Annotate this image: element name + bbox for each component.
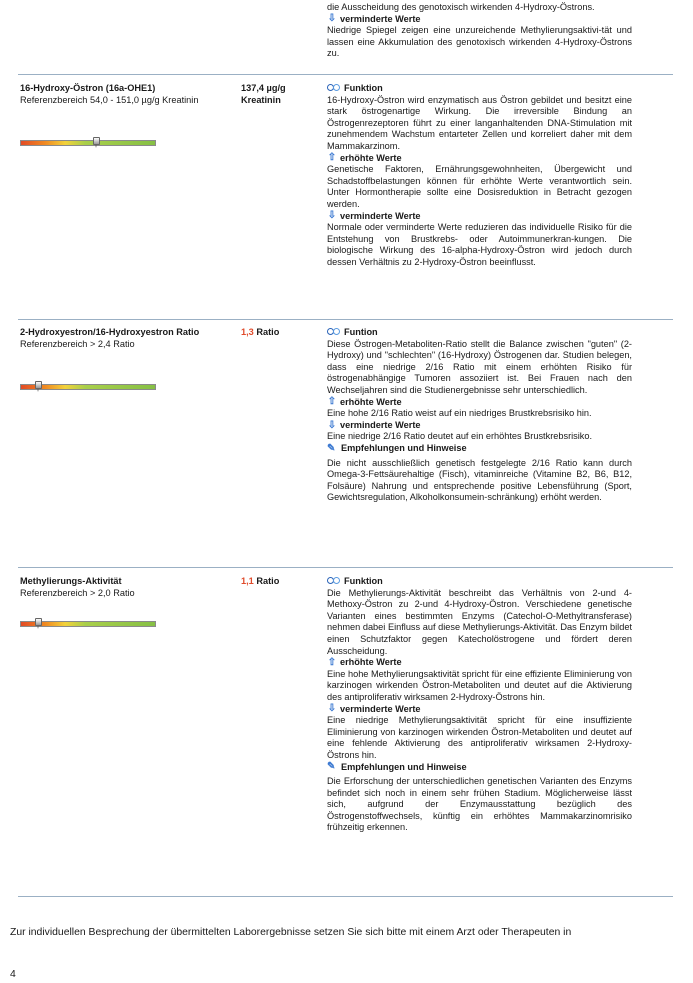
arrow-up-icon: ⇧ (327, 152, 337, 164)
row3-name: Methylierungs-Aktivität (20, 576, 122, 586)
row3-rec-label: Empfehlungen und Hinweise (341, 761, 467, 772)
row1-range-bar (20, 140, 156, 146)
row2-function-header (327, 327, 632, 339)
row-divider (18, 896, 673, 897)
gears-icon (327, 576, 341, 587)
row1-description (327, 83, 632, 269)
row2-range-marker (35, 381, 42, 392)
row3-parameter (20, 576, 220, 599)
row1-range-marker (93, 137, 100, 148)
row2-raised-label: erhöhte Werte (340, 396, 402, 407)
row2-lowered-label: verminderte Werte (340, 419, 421, 430)
row3-unit: Ratio (256, 576, 280, 586)
row1-raised-header (327, 153, 632, 165)
arrow-down-icon: ⇩ (327, 419, 337, 431)
row3-lowered-text: Eine niedrige Methylierungsaktivität spricht für eine insuffiziente Eliminierung von karzinogen wirkenden Östron-Metaboliten und deutet auf eine fehlende Aktivierung des antiproliferativ wirksamen 2-Hydroxy-Östrons hin. (327, 715, 632, 760)
row1-reference: Referenzbereich 54,0 - 151,0 µg/g Kreatinin (20, 94, 199, 105)
row1-raised-label: erhöhte Werte (340, 152, 402, 163)
page-number: 4 (10, 969, 16, 980)
prev-section-line: die Ausscheidung des genotoxisch wirkenden 4-Hydroxy-Östrons. (327, 2, 595, 12)
row2-function-label: Funtion (344, 327, 378, 337)
row3-function-header (327, 576, 632, 588)
row1-raised-text: Genetische Faktoren, Ernährungsgewohnheiten, Übergewicht und Schadstoffbelastungen können für erhöhte Werte verantwortlich sein. Unter Hormontherapie sollte eine Dosisreduktion in Betracht gezogen werden. (327, 164, 632, 209)
row3-rec-text: Die Erforschung der unterschiedlichen genetischen Varianten des Enzyms befindet sich noch in einem sehr frühen Stadium. Möglicherweise lässt sich, aufgrund der Enzymausstattung bezüglich des Östrogenstoffwechsels, künftig ein erhöhtes Mammakarzinomrisiko frühzeitig erkennen. (327, 776, 632, 833)
row1-function-header (327, 83, 632, 95)
row-divider (18, 567, 673, 568)
row1-result (241, 83, 321, 106)
row2-rec-header (327, 443, 632, 455)
arrow-down-icon: ⇩ (327, 13, 337, 25)
row3-raised-header (327, 657, 632, 669)
row1-lowered-header (327, 211, 632, 223)
prev-section-continuation (327, 2, 632, 60)
row1-function-text: 16-Hydroxy-Östron wird enzymatisch aus Östron gebildet und besitzt eine stark östrogenartige Wirkung. Die irreversible Bindung an Östrogenrezeptoren führt zu einer langanhaltenden DNA-Stimulation mit zunehmendem Wachstum entarteter Zellen und korreliert daher mit dem Mammakarzinom. (327, 94, 632, 151)
row1-name: 16-Hydroxy-Östron (16a-OHE1) (20, 83, 156, 93)
row1-unit: Kreatinin (241, 94, 281, 105)
row2-lowered-header (327, 420, 632, 432)
pen-icon: ✎ (327, 442, 336, 454)
pen-icon: ✎ (327, 761, 336, 773)
arrow-down-icon: ⇩ (327, 210, 337, 222)
row1-value: 137,4 µg/g (241, 83, 286, 93)
arrow-up-icon: ⇧ (327, 396, 337, 408)
row1-parameter (20, 83, 220, 106)
row2-value: 1,3 (241, 327, 254, 337)
row2-name: 2-Hydroxyestron/16-Hydroxyestron Ratio (20, 327, 200, 337)
row3-range-bar (20, 621, 156, 627)
row1-lowered-label: verminderte Werte (340, 210, 421, 221)
row3-raised-label: erhöhte Werte (340, 657, 402, 668)
row2-parameter (20, 327, 220, 350)
row2-rec-label: Empfehlungen und Hinweise (341, 442, 467, 453)
row3-value: 1,1 (241, 576, 254, 586)
row1-function-label: Funktion (344, 83, 383, 93)
arrow-down-icon: ⇩ (327, 703, 337, 715)
row3-function-text: Die Methylierungs-Aktivität beschreibt das Verhältnis von 2-und 4-Methoxy-Östron zu 2-und 4-Hydroxy-Östron. Verschiedene genetische Varianten eines bestimmten Enzyms (Catechol-O-Methyltransferase) nehmen dabei Einfluss auf diese Methylierungs-Aktivität. Das Enzym bildet einen Schutzfaktor gegen Katecholöstrogene und fördert deren Ausscheidung. (327, 587, 632, 656)
row2-description (327, 327, 632, 504)
row3-reference: Referenzbereich > 2,0 Ratio (20, 587, 135, 598)
row2-range-bar (20, 384, 156, 390)
row2-reference: Referenzbereich > 2,4 Ratio (20, 338, 135, 349)
arrow-up-icon: ⇧ (327, 656, 337, 668)
row3-description (327, 576, 632, 834)
row2-result (241, 327, 321, 339)
row3-result (241, 576, 321, 588)
footer-note: Zur individuellen Besprechung der übermittelten Laborergebnisse setzen Sie sich bitte mit einem Arzt oder Therapeuten in (10, 927, 572, 938)
row-divider (18, 319, 673, 320)
row3-lowered-header (327, 704, 632, 716)
row2-unit: Ratio (256, 327, 280, 337)
row3-rec-header (327, 762, 632, 774)
row2-lowered-text: Eine niedrige 2/16 Ratio deutet auf ein erhöhtes Brustkrebsrisiko. (327, 431, 593, 442)
prev-lowered-text: Niedrige Spiegel zeigen eine unzureichende Methylierungsaktivi-tät und lassen eine Akkumulation des genotoxisch wirkenden 4-Hydroxy-Östrons zu. (327, 25, 632, 59)
row2-raised-text: Eine hohe 2/16 Ratio weist auf ein niedriges Brustkrebsrisiko hin. (327, 408, 592, 419)
gears-icon (327, 83, 341, 94)
row-divider (18, 74, 673, 75)
row2-function-text: Diese Östrogen-Metaboliten-Ratio stellt die Balance zwischen "guten" (2-Hydroxy) und "schlechten" (16-Hydroxy) Östrogenen dar. Studien belegen, dass eine niedrige 2/16 Ratio mit einem erhöhten Risiko für östrogenabhängige Tumoren assoziiert ist. Bei Frauen nach den Wechseljahren sind die Studienergebnisse sehr unterschiedlich. (327, 338, 632, 395)
row1-lowered-text: Normale oder verminderte Werte reduzieren das individuelle Risiko für die Entstehung von Brustkrebs- oder Autoimmunerkran-kungen. Die biologische Wirkung des 16-alpha-Hydroxy-Östron wird jedoch durch dessen Verhältnis zu 2-Hydroxy-Östron beeinflusst. (327, 222, 632, 267)
row3-range-marker (35, 618, 42, 629)
row3-raised-text: Eine hohe Methylierungsaktivität spricht für eine effiziente Eliminierung von karzinogen wirkenden Östron-Metaboliten und deutet auf die Aktivierung des antiproliferativ wirksamen 2-Hydroxy-Östrons hin. (327, 668, 632, 702)
prev-lowered-header (327, 14, 632, 26)
gears-icon (327, 327, 341, 338)
row3-lowered-label: verminderte Werte (340, 703, 421, 714)
row2-rec-text: Die nicht ausschließlich genetisch festgelegte 2/16 Ratio kann durch Omega-3-Fettsäurehaltige (Fisch), vitaminreiche (Vitamine B2, B6, B12, Folsäure) Nahrung und entsprechende positive Lebensführung (Sport, Gewichtsregulation, Alkoholkonsumein-schränkung) erhöht werden. (327, 457, 632, 503)
row2-raised-header (327, 397, 632, 409)
row3-function-label: Funktion (344, 576, 383, 586)
prev-lowered-label: verminderte Werte (340, 13, 421, 24)
